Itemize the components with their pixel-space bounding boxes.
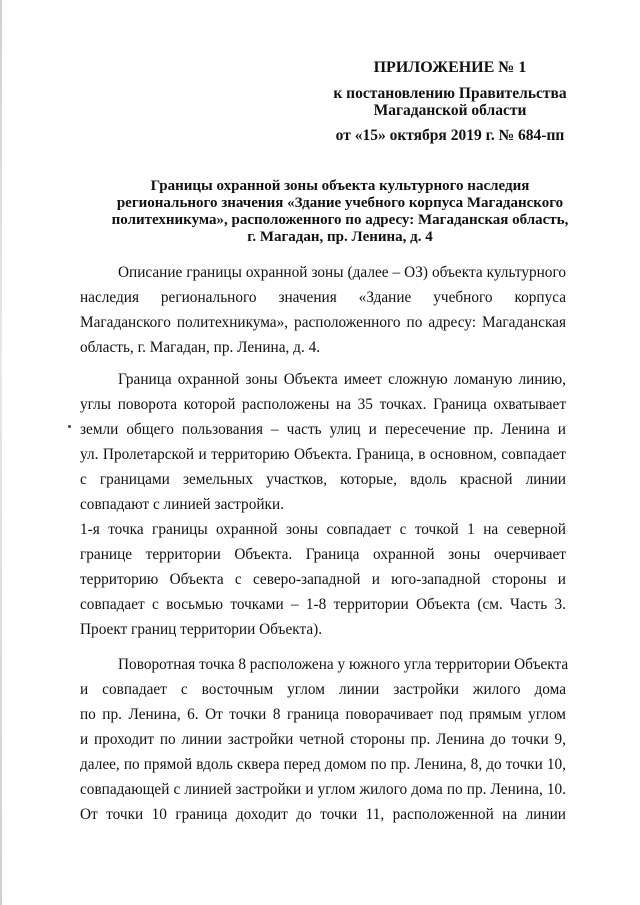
scan-edge (0, 0, 2, 905)
paragraph-line: Проект границ территории Объекта). (80, 621, 323, 638)
paragraph-line: 1-я точка границы охранной зоны совпадает с точкой 1 на северной (80, 521, 566, 538)
paragraph-line: Магаданского политехникума», расположенного по адресу: Магаданская (80, 314, 566, 331)
appendix-title: ПРИЛОЖЕНИЕ № 1 (373, 59, 527, 76)
document-title-line: регионального значения «Здание учебного корпуса Магаданского (116, 195, 564, 211)
document-title (70, 178, 610, 246)
paragraph-line: и совпадает с восточным углом линии застройки жилого дома (80, 681, 566, 698)
paragraph-boundary-overview (80, 367, 566, 517)
paragraph-line: Описание границы охранной зоны (далее – ОЗ) объекта культурного (118, 264, 566, 281)
paragraph-first-point (80, 517, 566, 642)
paragraph-turning-point (80, 652, 569, 827)
appendix-date-number: от «15» октября 2019 г. № 684-пп (335, 127, 565, 144)
paragraph-line: земли общего пользования – часть улиц и пересечение пр. Ленина и (80, 421, 566, 438)
paragraph-line: Граница охранной зоны Объекта имеет сложную ломаную линию, (118, 371, 566, 388)
paragraph-line: границе территории Объекта. Граница охранной зоны очерчивает (80, 546, 566, 563)
paragraph-line: область, г. Магадан, пр. Ленина, д. 4. (80, 339, 321, 356)
paragraph-line: далее, по прямой вдоль сквера перед домом по пр. Ленина, 8, до точки 10, (80, 756, 566, 773)
scan-speck (68, 425, 71, 428)
paragraph-line: наследия регионального значения «Здание учебного корпуса (80, 289, 566, 306)
paragraph-line: ул. Пролетарской и территорию Объекта. Граница, в основном, совпадает (80, 446, 566, 463)
paragraph-line: совпадает с восьмью точками – 1-8 территории Объекта (см. Часть 3. (80, 596, 566, 613)
paragraph-description (80, 260, 566, 360)
paragraph-line: углы поворота которой расположены на 35 точках. Граница охватывает (80, 396, 566, 413)
appendix-resolution-line: к постановлению Правительства (333, 85, 567, 102)
paragraph-line: с границами земельных участков, которые, вдоль красной линии (80, 471, 566, 488)
document-title-line: г. Магадан, пр. Ленина, д. 4 (247, 229, 433, 245)
paragraph-line: совпадают с линией застройки. (80, 496, 284, 513)
paragraph-line: территорию Объекта с северо-западной и юго-западной стороны и (80, 571, 566, 588)
document-title-line: политехникума», расположенного по адресу: Магаданская область, (111, 212, 569, 228)
paragraph-line: по пр. Ленина, 6. От точки 8 граница поворачивает под прямым углом (80, 706, 566, 723)
paragraph-line: Поворотная точка 8 расположена у южного угла территории Объекта (118, 656, 569, 673)
paragraph-line: и проходит по линии застройки четной стороны пр. Ленина до точки 9, (80, 731, 566, 748)
paragraph-line: От точки 10 граница доходит до точки 11, расположенной на линии (80, 806, 566, 823)
document-title-line: Границы охранной зоны объекта культурного наследия (150, 178, 530, 194)
appendix-region-line: Магаданской области (373, 102, 527, 119)
paragraph-line: совпадающей с линией застройки и углом жилого дома по пр. Ленина, 10. (80, 781, 566, 798)
